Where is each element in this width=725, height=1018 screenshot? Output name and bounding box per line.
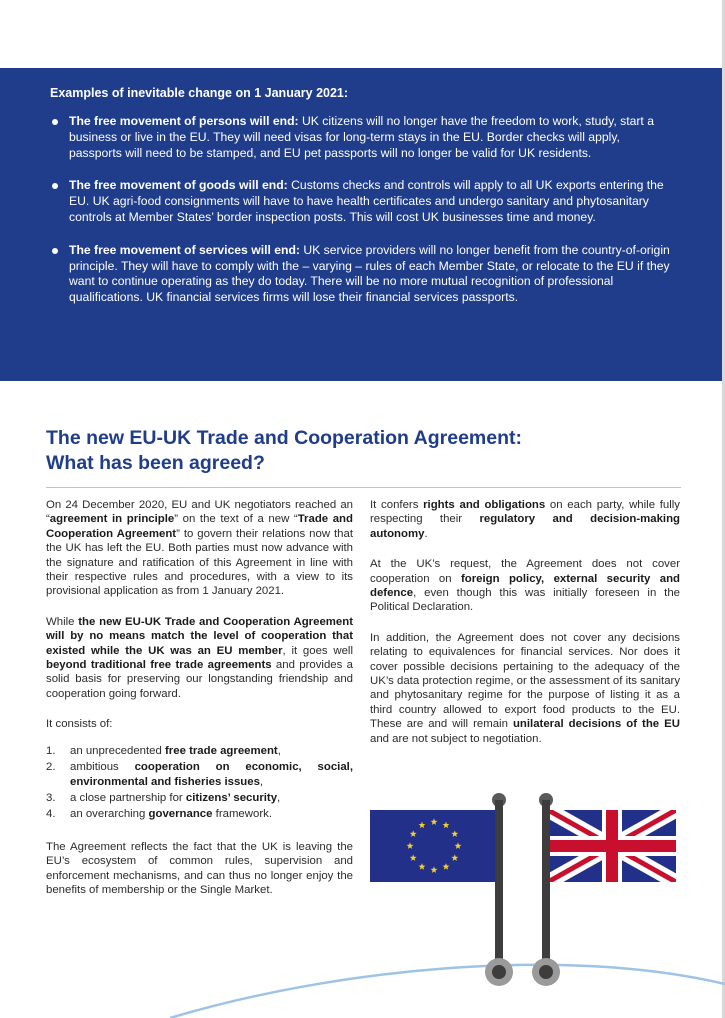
text-run: , even though this was initially foreseen in the Political Declaration.: [370, 587, 680, 614]
text-run: an overarching: [70, 808, 149, 821]
text-run: While: [46, 615, 79, 628]
paragraph: [370, 557, 680, 615]
text-run: an unprecedented: [70, 744, 166, 757]
bullet-lead: The free movement of goods will end:: [69, 178, 288, 193]
list-item: [50, 243, 672, 306]
right-column: [370, 498, 680, 762]
text-run: ,: [259, 775, 264, 788]
text-strong: the new EU-UK Trade and Cooperation Agreement will by no means match the level of cooperation that existed while the UK was an EU member: [46, 615, 353, 657]
text-run: ambitious: [70, 761, 135, 774]
text-strong: citizens’ security: [185, 791, 278, 804]
list-text: [70, 791, 353, 805]
section-title-line1: The new EU-UK Trade and Cooperation Agreement:: [46, 427, 522, 449]
text-run: It confers: [370, 499, 424, 511]
list-number: 3.: [46, 791, 56, 804]
list-text: [70, 760, 353, 789]
list-item: [46, 744, 353, 758]
bullet-text: UK citizens will no longer have the freedom to work, study, start a business or live in the EU. They will need visas for long-term stays in the EU. Border checks will apply, passports will need to be stamped, and EU pet passports will no longer be valid for UK residents.: [69, 114, 654, 160]
text-run: On 24 December 2020, EU and UK negotiators reached an “: [46, 499, 353, 526]
section-title-line2: What has been agreed?: [46, 452, 265, 474]
text-run: on each party, while fully respecting their: [370, 499, 681, 526]
title-divider: [46, 487, 681, 488]
text-strong: Trade and Cooperation Agreement: [46, 513, 353, 540]
eu-flag: [370, 810, 498, 882]
examples-box: [0, 68, 722, 381]
text-run: .: [424, 527, 428, 540]
paragraph: [370, 631, 680, 746]
left-column: [46, 498, 353, 913]
bullet-lead: The free movement of persons will end:: [69, 114, 299, 128]
components-list: [46, 744, 353, 822]
text-run: ,: [277, 744, 281, 757]
list-number: 1.: [46, 744, 56, 757]
list-text: [70, 807, 353, 821]
paragraph: [370, 498, 680, 541]
text-run: and provides a solid basis for preserving our longstanding friendship and cooperation going forward.: [46, 659, 353, 700]
text-strong: cooperation on economic, social, environmental and fisheries issues: [70, 761, 353, 788]
uk-flag: [548, 810, 676, 882]
text-strong: free trade agreement: [165, 744, 278, 757]
paragraph: [46, 615, 353, 701]
text-strong: beyond traditional free trade agreements: [46, 659, 272, 672]
text-strong: rights and obligations: [423, 499, 546, 511]
bullet-text: UK service providers will no longer benefit from the country-of-origin principle. They will have to comply with the – varying – rules of each Member State, or relocate to the EU if they want to continue operating as they do today. There will be no more mutual recognition of professional qualifications. UK financial services firms will lose their financial services passports.: [69, 242, 670, 305]
section-title: [46, 426, 666, 476]
text-run: framework.: [212, 808, 272, 821]
list-item: [50, 178, 672, 225]
text-strong: foreign policy, external security and defence: [370, 572, 680, 600]
text-run: and are not subject to negotiation.: [370, 732, 542, 745]
text-strong: regulatory and decision-making autonomy: [370, 513, 680, 540]
text-strong: agreement in principle: [49, 513, 175, 526]
bullet-text: Customs checks and controls will apply to all UK exports entering the EU. UK agri-food consignments will have to have health certificates and undergo sanitary and phytosanitary controls at Member States’ border inspection posts. This will cost UK businesses time and money.: [69, 178, 664, 224]
flags-illustration: [365, 790, 685, 1018]
list-item: [46, 791, 353, 805]
text-run: In addition, the Agreement does not cover any decisions relating to equivalences for financial services. Nor does it cover possible decisions pertaining to the adequacy of the UK’s data protection regime, or the assessment of its sanitary and phytosanitary regime for the purpose of listing it as a third country allowed to export food products to the EU. These are and will remain: [370, 631, 681, 731]
list-item: [50, 114, 672, 161]
list-number: 2.: [46, 761, 56, 774]
text-strong: governance: [148, 808, 213, 821]
text-run: , it goes well: [282, 644, 353, 657]
paragraph: The Agreement reflects the fact that the UK is leaving the EU’s ecosystem of common rules, supervision and enforcement mechanisms, and can thus no longer enjoy the benefits of membership or the Single Market.: [46, 840, 353, 896]
paragraph: [46, 498, 353, 599]
examples-heading: Examples of inevitable change on 1 January 2021:: [50, 86, 349, 100]
text-run: ” on the text of a new “: [174, 513, 298, 526]
text-run: ,: [277, 791, 281, 804]
list-number: 4.: [46, 808, 56, 821]
text-run: a close partnership for: [70, 791, 186, 804]
list-item: [46, 807, 353, 821]
examples-list: [50, 114, 672, 306]
text-strong: unilateral decisions of the EU: [512, 718, 680, 731]
text-run: At the UK’s request, the Agreement does not cover cooperation on: [370, 558, 680, 585]
bullet-lead: The free movement of services will end:: [69, 242, 300, 257]
consists-of-label: It consists of:: [46, 718, 113, 731]
text-run: ” to govern their relations now that the UK has left the EU. Both parties must now advance with the signature and ratification of this Agreement in line with their respective rules and procedures, with a view to its provisional application as from 1 January 2021.: [46, 527, 354, 598]
list-item: [46, 760, 353, 789]
list-text: [70, 744, 353, 758]
